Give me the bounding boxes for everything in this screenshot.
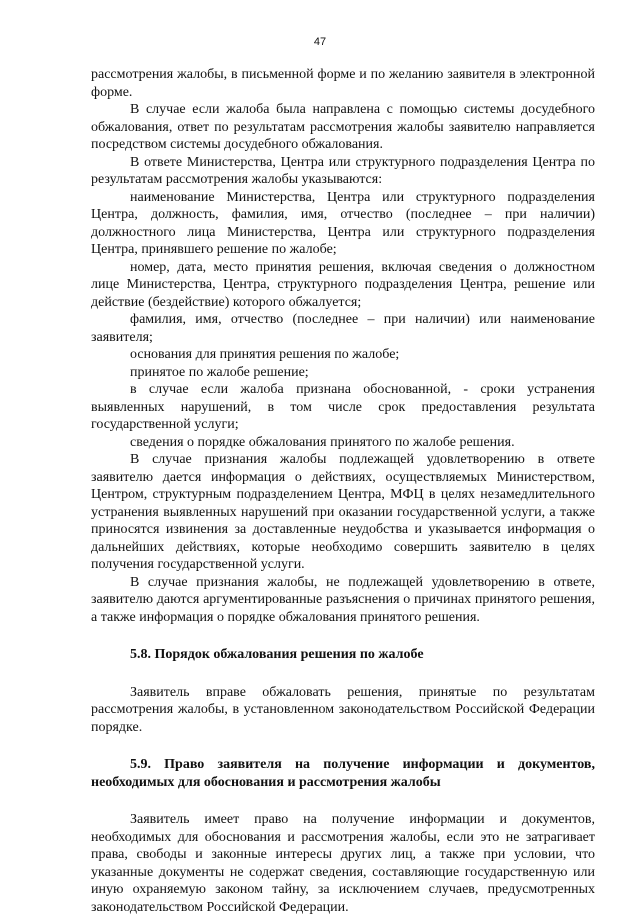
list-item: в случае если жалоба признана обоснованной, - сроки устранения выявленных нарушений, в том числе срок предоставления результата государственной услуги; <box>91 382 595 432</box>
paragraph: В случае признания жалобы, не подлежащей удовлетворению в ответе, заявителю даются аргументированные разъяснения о причинах принятого решения, а также информация о порядке обжалования принятого решения. <box>91 574 595 625</box>
paragraph: В ответе Министерства, Центра или структурного подразделения Центра по результатам рассмотрения жалобы указываются: <box>91 154 595 187</box>
list-item: основания для принятия решения по жалобе; <box>130 347 400 362</box>
section-heading-5-9: 5.9. Право заявителя на получение информации и документов, необходимых для обоснования и рассмотрения жалобы <box>91 757 595 790</box>
section-text-5-9: Заявитель имеет право на получение информации и документов, необходимых для обоснования и рассмотрения жалобы, если это не затрагивает права, свободы и законные интересы других лиц, а также при условии, что указанные документы не содержат сведения, составляющие государственную или иную охраняемую законом тайну, за исключением случаев, предусмотренных законодательством Российской Федерации. <box>91 812 595 915</box>
section-text-5-8: Заявитель вправе обжаловать решения, принятые по результатам рассмотрения жалобы, в установленном законодательством Российской Федерации порядке. <box>91 684 595 735</box>
list-item: фамилия, имя, отчество (последнее – при наличии) или наименование заявителя; <box>91 312 595 345</box>
document-body <box>91 66 595 916</box>
list-item: номер, дата, место принятия решения, включая сведения о должностном лице Министерства, Центра, структурного подразделения Центра, решение или действие (бездействие) которого обжалуется; <box>91 259 595 310</box>
paragraph: В случае признания жалобы подлежащей удовлетворению в ответе заявителю дается информация о действиях, осуществляемых Министерством, Центром, структурным подразделением Центра, МФЦ в целях незамедлительного устранения выявленных нарушений при оказании государственной услуги, а также приносятся извинения за доставленные неудобства и указывается информация о дальнейших действиях, которые необходимо совершить заявителю в целях получения государственной услуги. <box>91 452 595 572</box>
paragraph: рассмотрения жалобы, в письменной форме и по желанию заявителя в электронной форме. <box>91 67 595 100</box>
section-heading-5-8: 5.8. Порядок обжалования решения по жалобе <box>130 647 424 662</box>
list-item: принятое по жалобе решение; <box>130 364 309 380</box>
paragraph: В случае если жалоба была направлена с помощью системы досудебного обжалования, ответ по результатам рассмотрения жалобы заявителю направляется посредством системы досудебного обжалования. <box>91 102 595 152</box>
page-number: 47 <box>313 36 327 48</box>
list-item: сведения о порядке обжалования принятого по жалобе решения. <box>130 434 515 450</box>
list-item: наименование Министерства, Центра или структурного подразделения Центра, должность, фамилия, имя, отчество (последнее – при наличии) должностного лица Министерства, Центра или структурного подразделения Центра, принявшего решение по жалобе; <box>91 189 595 257</box>
